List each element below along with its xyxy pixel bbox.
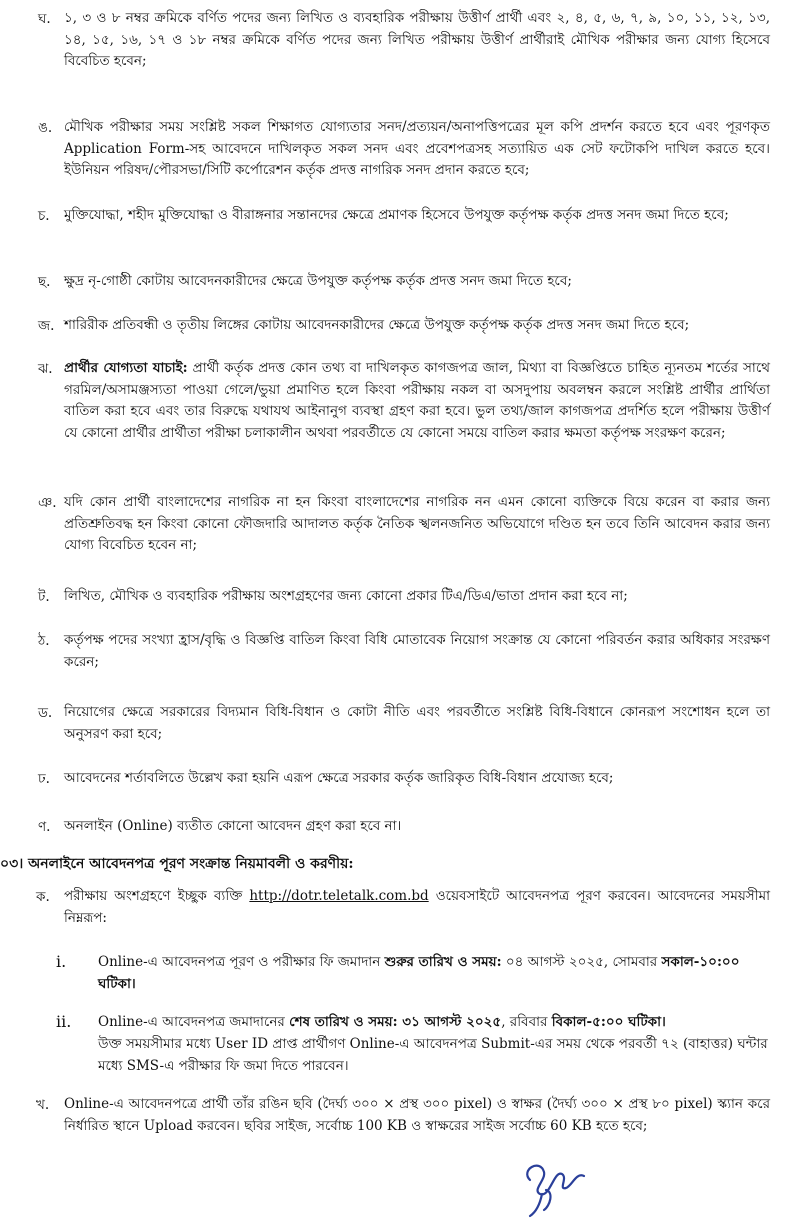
- signature-scribble: [510, 1150, 600, 1220]
- item-marker: ঙ.: [38, 120, 53, 136]
- start-date-text: [98, 951, 768, 995]
- item-text: Online-এ আবেদনপত্রে প্রার্থী তাঁর রঙিন ছবি (দৈর্ঘ্য ৩০০ × প্রস্থ ৩০০ pixel) ও স্বাক্ষর (দৈর্ঘ্য ৩০০ × প্রস্থ ৮০ pixel) স্ক্যান করে নির্ধারিত স্থানে Upload করবেন। ছবির সাইজ, সর্বোচ্চ 100 KB ও স্বাক্ষরের সাইজ সর্বোচ্চ 60 KB হতে হবে;: [64, 1096, 770, 1134]
- signature-stroke: [527, 1166, 584, 1216]
- item-bold: শেষ তারিখ ও সময়: ৩১ আগস্ট ২০২৫: [289, 1014, 502, 1030]
- item-body: উক্ত সময়সীমার মধ্যে User ID প্রাপ্ত প্রার্থীগণ Online-এ আবেদনপত্র Submit-এর সময় থেকে পরবর্তী ৭২ (বাহাত্তর) ঘন্টার মধ্যে SMS-এ পরীক্ষার ফি জমা দিতে পারবেন।: [98, 1036, 768, 1074]
- item-body: ০৪ আগস্ট ২০২৫, সোমবার: [501, 954, 662, 970]
- item-marker: ঘ.: [38, 11, 51, 27]
- item-text: যদি কোন প্রার্থী বাংলাদেশের নাগরিক না হন কিংবা বাংলাদেশের নাগরিক নন এমন কোনো ব্যক্তিকে বিয়ে করেন বা করার জন্য প্রতিশ্রুতিবদ্ধ হন কিংবা কোনো ফৌজদারি আদালত কর্তৃক নৈতিক স্খলনজনিত অভিযোগে দণ্ডিত হন তবে তিনি আবেদন করার জন্য যোগ্য বিবেচিত হবেন না;: [64, 494, 770, 553]
- website-link[interactable]: http://dotr.teletalk.com.bd: [249, 888, 429, 904]
- item-bold-heading: প্রার্থীর যোগ্যতা যাচাই:: [64, 360, 188, 376]
- item-marker: ঝ.: [38, 361, 53, 377]
- item-bold: বিকাল-৫:০০ ঘটিকা।: [551, 1014, 666, 1030]
- item-bold: সকাল-১০:০০ ঘটিকা।: [98, 954, 740, 992]
- item-text: অনলাইন (Online) ব্যতীত কোনো আবেদন গ্রহণ করা হবে না।: [64, 818, 402, 834]
- item-marker: ণ.: [38, 819, 51, 835]
- item-text: ক্ষুদ্র নৃ-গোষ্ঠী কোটায় আবেদনকারীদের ক্ষেত্রে উপযুক্ত কর্তৃপক্ষ কর্তৃক প্রদত্ত সনদ জমা দিতে হবে;: [64, 273, 572, 289]
- item-marker: ছ.: [38, 274, 51, 290]
- item-text: [64, 358, 770, 444]
- item-body: পরীক্ষায় অংশগ্রহণে ইচ্ছুক ব্যক্তি: [64, 888, 250, 904]
- item-marker: ঠ.: [38, 633, 50, 649]
- section-heading: ০৩। অনলাইনে আবেদনপত্র পূরণ সংক্রান্ত নিয়মাবলী ও করণীয়:: [0, 856, 354, 872]
- item-marker: ক.: [36, 889, 50, 905]
- roman-marker-i: i.: [56, 952, 67, 971]
- item-text: ১, ৩ ও ৮ নম্বর ক্রমিকে বর্ণিত পদের জন্য লিখিত ও ব্যবহারিক পরীক্ষায় উত্তীর্ণ প্রার্থী এবং ২, ৪, ৫, ৬, ৭, ৯, ১০, ১১, ১২, ১৩, ১৪, ১৫, ১৬, ১৭ ও ১৮ নম্বর ক্রমিকে বর্ণিত পদের জন্য লিখিত পরীক্ষায় উত্তীর্ণ প্রার্থীরাই মৌখিক পরীক্ষার জন্য যোগ্য হিসেবে বিবেচিত হবেন;: [64, 10, 770, 69]
- item-text: নিয়োগের ক্ষেত্রে সরকারের বিদ্যমান বিধি-বিধান ও কোটা নীতি এবং পরবর্তীতে সংশ্লিষ্ট বিধি-বিধানে কোনরূপ সংশোধন হলে তা অনুসরণ করা হবে;: [64, 704, 770, 742]
- item-bold: শুরুর তারিখ ও সময়:: [384, 954, 502, 970]
- item-text: আবেদনের শর্তাবলিতে উল্লেখ করা হয়নি এরূপ ক্ষেত্রে সরকার কর্তৃক জারিকৃত বিধি-বিধান প্রযোজ্য হবে;: [64, 770, 614, 786]
- item-marker: খ.: [36, 1097, 50, 1113]
- end-date-text: [98, 1011, 768, 1077]
- roman-marker-ii: ii.: [56, 1012, 72, 1031]
- item-text: মুক্তিযোদ্ধা, শহীদ মুক্তিযোদ্ধা ও বীরাঙ্গনার সন্তানদের ক্ষেত্রে প্রমাণক হিসেবে উপযুক্ত কর্তৃপক্ষ কর্তৃক প্রদত্ত সনদ জমা দিতে হবে;: [64, 207, 729, 223]
- item-text: [64, 886, 770, 929]
- item-marker: ঢ.: [38, 771, 50, 787]
- item-marker: ঞ.: [38, 495, 57, 511]
- item-text: কর্তৃপক্ষ পদের সংখ্যা হ্রাস/বৃদ্ধি ও বিজ্ঞপ্তি বাতিল কিংবা বিধি মোতাবেক নিয়োগ সংক্রান্ত যে কোনো পরিবর্তন করার অধিকার সংরক্ষণ করেন;: [64, 632, 770, 670]
- item-text: লিখিত, মৌখিক ও ব্যবহারিক পরীক্ষায় অংশগ্রহণের জন্য কোনো প্রকার টিএ/ডিএ/ভাতা প্রদান করা হবে না;: [64, 588, 628, 604]
- item-marker: জ.: [38, 318, 55, 334]
- item-marker: চ.: [38, 208, 50, 224]
- item-marker: ট.: [38, 589, 50, 605]
- item-text: মৌখিক পরীক্ষার সময় সংশ্লিষ্ট সকল শিক্ষাগত যোগ্যতার সনদ/প্রত্যয়ন/অনাপত্তিপত্রের মূল কপি প্রদর্শন করতে হবে এবং পূরণকৃত Application Form-সহ আবেদনে দাখিলকৃত সকল সনদ এবং প্রবেশপত্রসহ সত্যায়িত এক সেট ফটোকপি দাখিল করতে হবে। ইউনিয়ন পরিষদ/পৌরসভা/সিটি কর্পোরেশন কর্তৃক প্রদত্ত নাগরিক সনদ প্রদান করতে হবে;: [64, 119, 770, 178]
- item-body: Online-এ আবেদনপত্র পূরণ ও পরীক্ষার ফি জমাদান: [98, 954, 385, 970]
- item-marker: ড.: [38, 705, 53, 721]
- item-body: , রবিবার: [501, 1014, 552, 1030]
- item-body: প্রার্থী কর্তৃক প্রদত্ত কোন তথ্য বা দাখিলকৃত কাগজপত্র জাল, মিথ্যা বা বিজ্ঞপ্তিতে চাহিত ন্যূনতম শর্তের সাথে গরমিল/অসামঞ্জস্যতা পাওয়া গেলে/ভুয়া প্রমাণিত হলে কিংবা পরীক্ষায় নকল বা অসদুপায় অবলম্বন করলে সংশ্লিষ্ট প্রার্থীর প্রার্থিতা বাতিল করা হবে এবং তার বিরুদ্ধে যথাযথ আইনানুগ ব্যবস্থা গ্রহণ করা হবে। ভুল তথ্য/জাল কাগজপত্র প্রদর্শিত হলে পরীক্ষায় উত্তীর্ণ যে কোনো প্রার্থীর প্রার্থীতা পরীক্ষা চলাকালীন অথবা পরবর্তীতে যে কোনো সময়ে বাতিল করার ক্ষমতা কর্তৃপক্ষ সংরক্ষণ করেন;: [64, 360, 770, 441]
- item-body: ওয়েবসাইটে আবেদনপত্র পূরণ করবেন। আবেদনের সময়সীমা নিম্নরূপ:: [64, 888, 770, 926]
- item-body: Online-এ আবেদনপত্র জমাদানের: [98, 1014, 290, 1030]
- item-text: শারিরীক প্রতিবন্ধী ও তৃতীয় লিঙ্গের কোটায় আবেদনকারীদের ক্ষেত্রে উপযুক্ত কর্তৃপক্ষ কর্তৃক প্রদত্ত সনদ জমা দিতে হবে;: [64, 317, 690, 333]
